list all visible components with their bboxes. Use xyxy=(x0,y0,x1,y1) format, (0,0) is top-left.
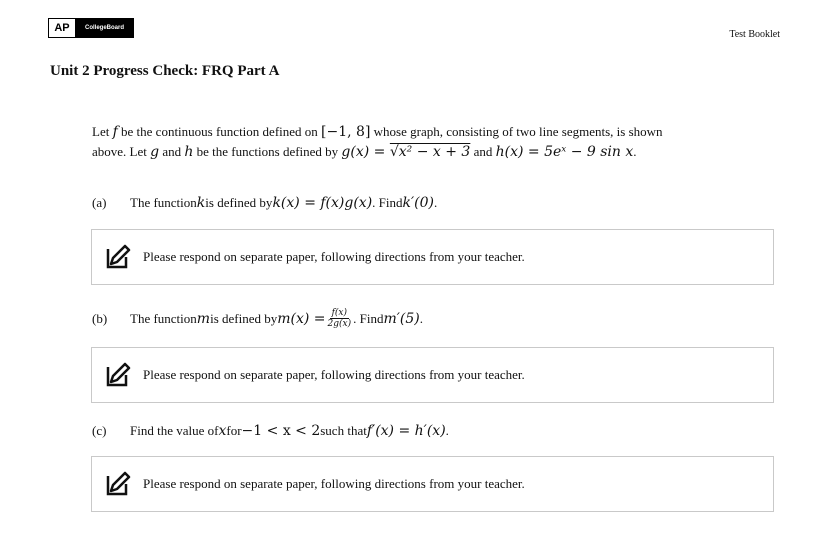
response-box-c xyxy=(91,456,774,512)
part-b-label: (b) xyxy=(92,310,108,326)
fraction: $\frac{f(x)}{2g(x)}$ xyxy=(327,308,352,329)
page-title: Unit 2 Progress Check: FRQ Part A xyxy=(50,63,280,79)
response-instructions: Please respond on separate paper, following directions from your teacher. xyxy=(143,249,525,264)
logo-ap-text: AP xyxy=(49,19,76,37)
ap-collegeboard-logo xyxy=(48,18,134,38)
logo-collegeboard-text: CollegeBoard xyxy=(76,19,133,37)
edit-icon xyxy=(105,471,131,497)
response-box-b xyxy=(91,347,774,403)
response-instructions: Please respond on separate paper, following directions from your teacher. xyxy=(143,476,525,491)
part-a-label: (a) xyxy=(92,195,107,210)
response-box-a xyxy=(91,229,774,285)
response-instructions: Please respond on separate paper, following directions from your teacher. xyxy=(143,367,525,382)
test-booklet-label: Test Booklet xyxy=(729,29,780,40)
part-c: (c) Find the value of x for −1 < x < 2 such that f′(x) = h′(x) . xyxy=(92,423,449,439)
part-b: (b) The function m is defined by m(x) = $\frac{f(x)}{2g(x)}$ . Find m′(5) . xyxy=(92,308,423,329)
edit-icon xyxy=(105,244,131,270)
part-c-label: (c) xyxy=(92,423,107,438)
part-a: (a) The function k is defined by k(x) = f(x)g(x) . Find k′(0) . xyxy=(92,195,438,211)
problem-intro: Let f be the continuous function defined on [−1, 8] whose graph, consisting of two line segments, is shown above. Let g and h be the functions defined by g(x) = √x² − x + 3 and h(x) = 5eˣ − 9 sin x. xyxy=(92,124,663,160)
edit-icon xyxy=(105,362,131,388)
